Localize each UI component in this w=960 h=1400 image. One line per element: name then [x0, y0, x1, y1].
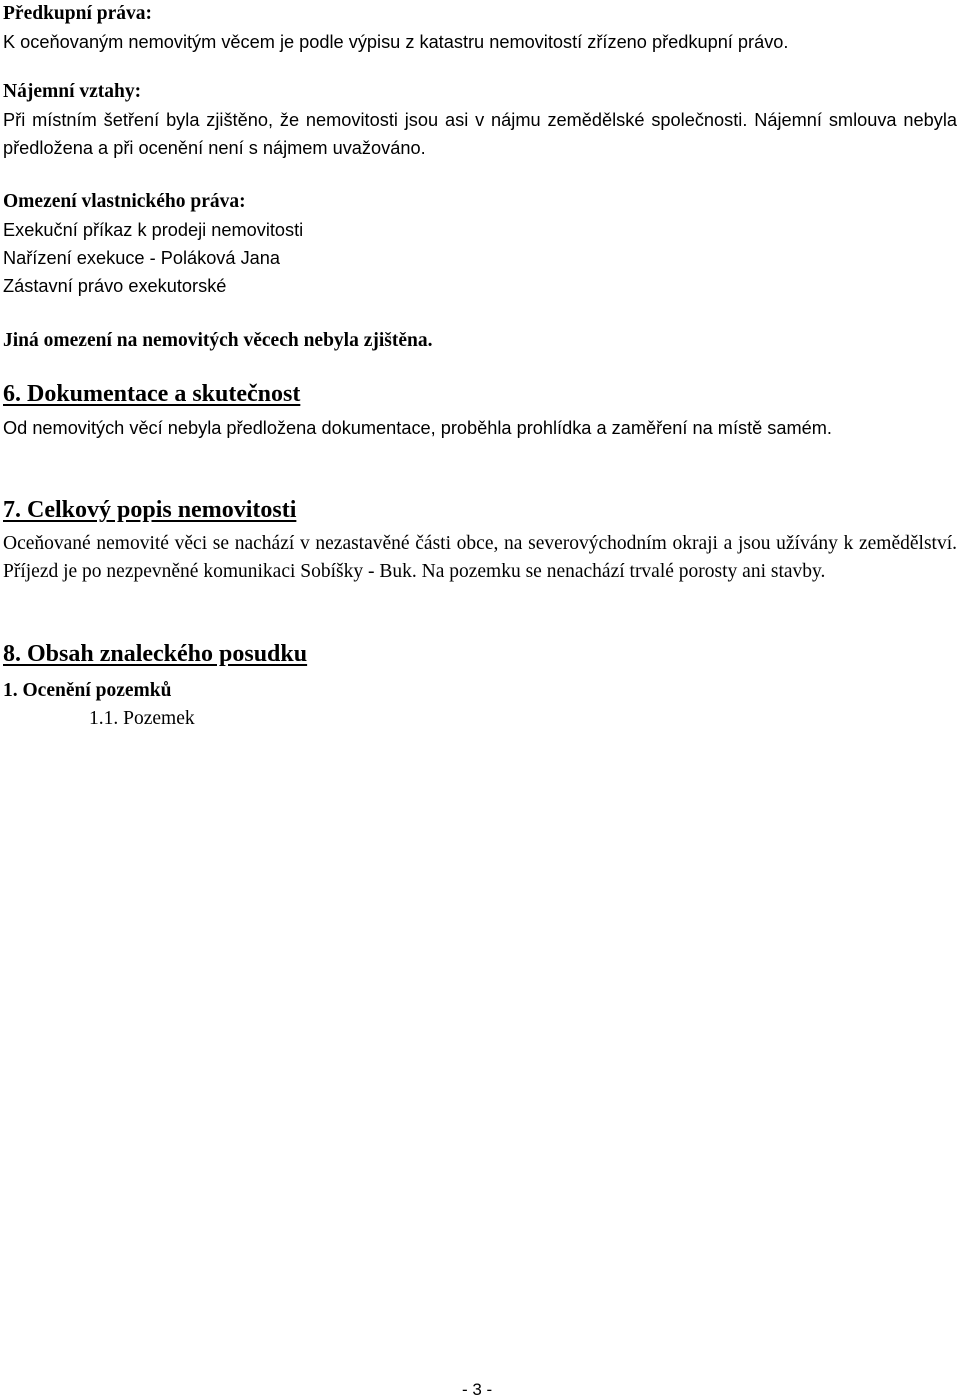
restrictions-title: Omezení vlastnického práva:: [3, 191, 246, 212]
section-8: [3, 639, 957, 733]
preemption-text: K oceňovaným nemovitým věcem je podle výpisu z katastru nemovitostí zřízeno předkupní právo.: [3, 32, 789, 52]
section-7-text: Oceňované nemovité věci se nachází v nezastavěné části obce, na severovýchodním okraji a jsou užívány k zemědělství. Příjezd je po nezpevněné komunikaci Sobíšky - Buk. Na pozemku se nenachází trvalé porosty ani stavby.: [3, 533, 957, 582]
section-8-heading: 8. Obsah znaleckého posudku: [3, 641, 308, 667]
section-6-text: Od nemovitých věcí nebyla předložena dokumentace, proběhla prohlídka a zaměření na místě samém.: [3, 418, 832, 438]
lease-text: Při místním šetření byla zjištěno, že nemovitosti jsou asi v nájmu zemědělské společnosti. Nájemní smlouva nebyla předložena a při ocenění není s nájmem uvažováno.: [3, 110, 957, 158]
restriction-item: Nařízení exekuce - Poláková Jana: [3, 248, 281, 268]
restriction-item: Zástavní právo exekutorské: [3, 276, 227, 296]
restriction-item: Exekuční příkaz k prodeji nemovitosti: [3, 220, 304, 240]
restrictions-note: Jiná omezení na nemovitých věcech nebyla zjištěna.: [3, 330, 433, 351]
section-8-item-1: 1. Ocenění pozemků: [3, 680, 172, 701]
restrictions-section: [3, 188, 957, 300]
section-6: [3, 379, 957, 442]
lease-title: Nájemní vztahy:: [3, 81, 142, 102]
section-7: [3, 495, 957, 586]
page-number: - 3 -: [462, 1380, 493, 1399]
preemption-section: [3, 0, 957, 56]
section-7-heading: 7. Celkový popis nemovitosti: [3, 497, 297, 523]
preemption-title: Předkupní práva:: [3, 3, 152, 24]
section-8-item-1-1: 1.1. Pozemek: [89, 708, 195, 729]
lease-section: [3, 78, 957, 162]
section-6-heading: 6. Dokumentace a skutečnost: [3, 381, 301, 407]
